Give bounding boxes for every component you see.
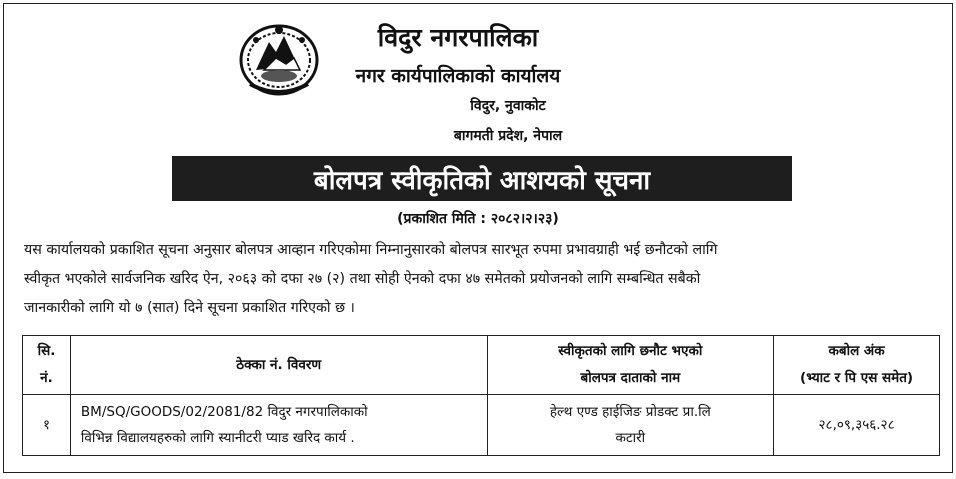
notice-page	[3, 3, 953, 473]
office-province: बागमती प्रदेश, नेपाल	[453, 128, 563, 144]
notice-body	[24, 236, 939, 323]
table-row	[23, 395, 940, 456]
header-contract: ठेक्का नं. विवरण	[70, 336, 487, 395]
body-line: स्वीकृत भएकोले सार्वजनिक खरिद ऐन, २०६३ को दफा २७ (२) तथा सोही ऐनको दफा ४७ समेतको प्रयोजनको लागि सम्बन्धित सबैको	[24, 271, 701, 287]
office-name: नगर कार्यपालिकाको कार्यालय	[355, 65, 561, 87]
award-table	[22, 335, 940, 456]
header-sn: सि. नं.	[23, 336, 71, 395]
office-location: विदुर, नुवाकोट	[470, 98, 546, 114]
published-date: (प्रकाशित मिति : २०८२।२।२३)	[397, 211, 559, 227]
body-line: यस कार्यालयको प्रकाशित सूचना अनुसार बोलपत्र आव्हान गरिएकोमा निम्नानुसारको बोलपत्र सारभूत रुपमा प्रभावग्राही भई छनौटको लागि	[24, 242, 718, 258]
cell-amount: २८,०९,३५६.२८	[774, 395, 940, 456]
notice-title: बोलपत्र स्वीकृतिको आशयको सूचना	[172, 156, 792, 201]
table-header-row	[23, 336, 940, 395]
header-bidder: स्वीकृतको लागि छनौट भएको बोलपत्र दाताको नाम	[487, 336, 774, 395]
cell-bidder: हेल्थ एण्ड हाईजिङ प्रोडक्ट प्रा.लि कटारी	[487, 395, 774, 456]
header-amount: कबोल अंक (भ्याट र पि एस समेत)	[774, 336, 940, 395]
body-line: जानकारीको लागि यो ७ (सात) दिने सूचना प्रकाशित गरिएको छ ।	[24, 300, 355, 316]
municipality-name: विदुर नगरपालिका	[377, 23, 539, 52]
cell-contract: BM/SQ/GOODS/02/2081/82 विदुर नगरपालिकाको विभिन्न विद्यालयहरुको लागि स्यानीटरी प्याड खरिद कार्य .	[70, 395, 487, 456]
cell-sn: १	[23, 395, 71, 456]
